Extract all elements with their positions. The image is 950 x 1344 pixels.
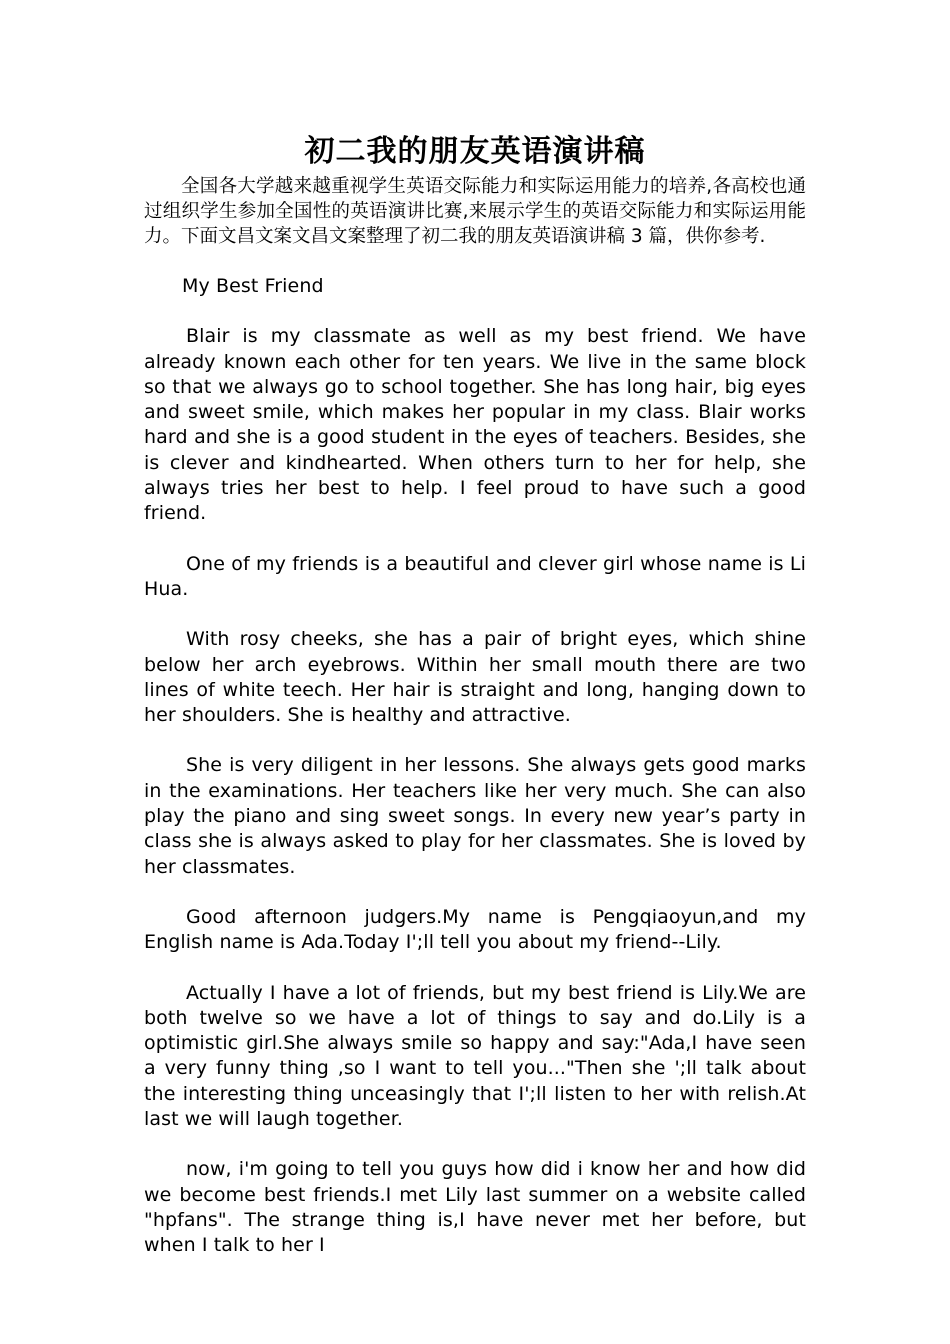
body-paragraph: Good afternoon judgers.My name is Pengqiaoyun,and my English name is Ada.Today I';ll tell you about my friend--Lily. bbox=[144, 905, 806, 954]
body-paragraph: Blair is my classmate as well as my best friend. We have already known each other for ten years. We live in the same block so that we always go to school together. She has long hair, big eyes and sweet smile, which makes her popular in my class. Blair works hard and she is a good student in the eyes of teachers. Besides, she is clever and kindhearted. When others turn to her for help, she always tries her best to help. I feel proud to have such a good friend. bbox=[144, 325, 806, 525]
body-paragraph: One of my friends is a beautiful and clever girl whose name is Li Hua. bbox=[144, 552, 806, 600]
body-paragraph: With rosy cheeks, she has a pair of bright eyes, which shine below her arch eyebrows. Within her small mouth there are two lines of white teech. Her hair is straight and long, hanging down to her shoulders. She is healthy and attractive. bbox=[144, 628, 806, 727]
essay-heading: My Best Friend bbox=[182, 275, 324, 297]
document-page bbox=[144, 130, 806, 1259]
body-paragraph: She is very diligent in her lessons. She always gets good marks in the examinations. Her teachers like her very much. She can also play the piano and sing sweet songs. In every new year’s party in class she is always asked to play for her classmates. She is loved by her classmates. bbox=[144, 754, 806, 878]
body-paragraph: now, i'm going to tell you guys how did i know her and how did we become best friends.I met Lily last summer on a website called "hpfans". The strange thing is,I have never met her before, but when I talk to her I bbox=[144, 1158, 806, 1257]
document-title: 初二我的朋友英语演讲稿 bbox=[304, 134, 646, 169]
body-paragraph: Actually I have a lot of friends, but my best friend is Lily.We are both twelve so we have a lot of things to say and do.Lily is a optimistic girl.She always smile so happy and say:"Ada,I have seen a very funny thing ,so I want to tell you..."Then she ';ll talk about the interesting thing unceasingly that I';ll listen to her with relish.At last we will laugh together. bbox=[144, 981, 806, 1131]
intro-paragraph: 全国各大学越来越重视学生英语交际能力和实际运用能力的培养,各高校也通过组织学生参加全国性的英语演讲比赛,来展示学生的英语交际能力和实际运用能力。下面文昌文案文昌文案整理了初二我的朋友英语演讲稿 3 篇，供你参考. bbox=[144, 176, 806, 247]
